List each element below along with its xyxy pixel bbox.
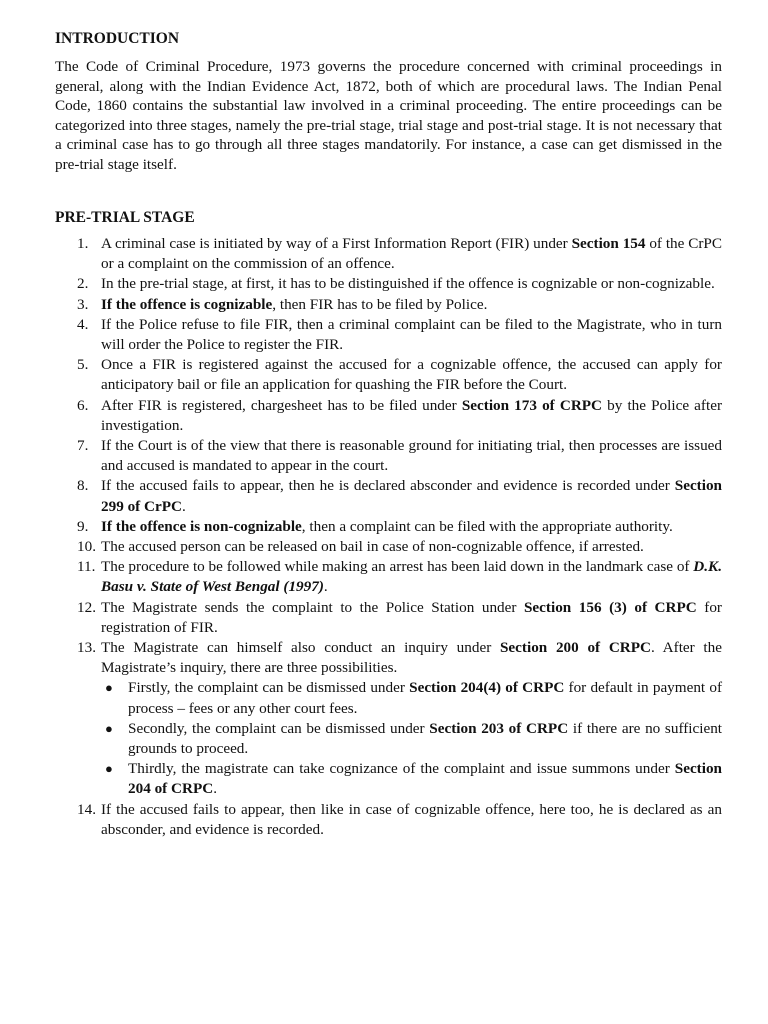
emphasis-text: If the offence is non-cognizable xyxy=(101,517,302,535)
section-reference: Section 156 (3) of CRPC xyxy=(523,598,697,616)
list-item xyxy=(55,295,722,315)
item-text: In the pre-trial stage, at first, it has to be distinguished if the offence is cognizable or non-cognizable. xyxy=(101,275,715,293)
item-text: If the Police refuse to file FIR, then a criminal complaint can be filed to the Magistrate, who in turn will order the Police to register the FIR. xyxy=(101,315,722,354)
item-number: 7. xyxy=(77,437,89,455)
item-text: The Magistrate can himself also conduct an inquiry under xyxy=(101,639,500,657)
section-reference: Section 203 of CRPC xyxy=(429,719,569,737)
item-text: Secondly, the complaint can be dismissed under xyxy=(128,719,430,737)
section-reference: Section 154 xyxy=(571,235,646,252)
item-text-tail: . xyxy=(181,497,186,515)
item-number: 1. xyxy=(77,235,89,252)
list-item xyxy=(55,800,722,840)
item-text: The accused person can be released on bail in case of non-cognizable offence, if arrested. xyxy=(101,538,644,556)
sub-list-item xyxy=(101,759,722,799)
item-number: 2. xyxy=(77,275,89,293)
item-text: The procedure to be followed while making an arrest has been laid down in the landmark case of xyxy=(101,558,694,576)
list-item xyxy=(55,598,722,638)
document-page xyxy=(55,29,722,840)
item-text: Firstly, the complaint can be dismissed under xyxy=(128,679,410,697)
emphasis-text: If the offence is cognizable xyxy=(101,295,273,313)
sub-list-item xyxy=(101,719,722,759)
pretrial-heading: PRE-TRIAL STAGE xyxy=(55,209,195,226)
list-item xyxy=(55,396,722,436)
sub-list xyxy=(101,678,722,799)
list-item xyxy=(55,537,722,557)
item-text: , then FIR has to be filed by Police. xyxy=(272,295,488,313)
item-text-tail: by the Police after investigation. xyxy=(101,396,723,434)
section-reference: Section 204 of CRPC xyxy=(128,760,722,798)
item-text: If the accused fails to appear, then like in case of cognizable offence, here too, he is declared as an absconder, and evidence is recorded. xyxy=(101,800,722,838)
item-text: The Magistrate sends the complaint to the Police Station under xyxy=(101,598,524,616)
section-reference: Section 173 of CRPC xyxy=(461,396,603,414)
item-number: 12. xyxy=(77,598,96,616)
item-text: , then a complaint can be filed with the appropriate authority. xyxy=(301,517,673,535)
item-text-tail: . xyxy=(213,780,218,798)
list-item xyxy=(55,315,722,355)
list-item xyxy=(55,436,722,476)
item-text-tail: if there are no sufficient grounds to proceed. xyxy=(128,719,723,758)
item-number: 13. xyxy=(77,639,96,657)
item-number: 5. xyxy=(77,356,89,374)
item-number: 9. xyxy=(77,517,89,535)
item-text: If the accused fails to appear, then he is declared absconder and evidence is recorded under xyxy=(101,477,675,495)
item-number: 4. xyxy=(77,315,89,333)
item-text-tail: of the CrPC or a complaint on the commission of an offence. xyxy=(101,235,722,273)
list-item xyxy=(55,517,722,537)
list-item xyxy=(55,274,722,294)
item-number: 6. xyxy=(77,396,89,414)
item-text: Once a FIR is registered against the accused for a cognizable offence, the accused can apply for anticipatory bail or file an application for quashing the FIR before the Court. xyxy=(101,356,722,394)
item-number: 3. xyxy=(77,295,89,313)
item-text-tail: for default in payment of process – fees or any other court fees. xyxy=(128,679,723,717)
bullet-icon: ● xyxy=(105,680,113,696)
section-reference: Section 204(4) of CRPC xyxy=(409,679,565,697)
list-item xyxy=(55,234,722,274)
item-text-tail: for registration of FIR. xyxy=(101,598,722,636)
item-text-tail: . xyxy=(323,578,328,596)
list-item xyxy=(55,638,722,800)
item-number: 10. xyxy=(77,538,96,556)
bullet-icon: ● xyxy=(105,720,113,736)
item-number: 14. xyxy=(77,800,96,818)
list-item xyxy=(55,355,722,395)
item-text: After FIR is registered, chargesheet has to be filed under xyxy=(101,396,462,414)
bullet-icon: ● xyxy=(105,761,113,777)
item-text: A criminal case is initiated by way of a First Information Report (FIR) under xyxy=(101,235,572,252)
item-text: Thirdly, the magistrate can take cognizance of the complaint and issue summons under xyxy=(128,760,675,778)
intro-heading: INTRODUCTION xyxy=(55,30,180,47)
list-item xyxy=(55,557,722,597)
sub-list-item xyxy=(101,678,722,718)
item-text: If the Court is of the view that there is reasonable ground for initiating trial, then processes are issued and accused is mandated to appear in the court. xyxy=(101,437,722,475)
pretrial-steps-list xyxy=(55,234,722,840)
case-citation: D.K. Basu v. State of West Bengal (1997) xyxy=(101,558,722,596)
item-text-tail: . After the Magistrate’s inquiry, there are three possibilities. xyxy=(101,639,722,677)
section-reference: Section 299 of CrPC xyxy=(101,477,722,515)
intro-paragraph: The Code of Criminal Procedure, 1973 governs the procedure concerned with criminal proceedings in general, along with the Indian Evidence Act, 1872, both of which are procedural laws. The Indian Penal Code, 1860 contains the substantial law involved in a criminal proceeding. The entire proceedings can be categorized into three stages, namely the pre-trial stage, trial stage and post-trial stage. It is not necessary that a criminal case has to go through all three stages mandatorily. For instance, a case can get dismissed in the pre-trial stage itself. xyxy=(55,58,722,173)
item-number: 8. xyxy=(77,477,89,495)
section-reference: Section 200 of CRPC xyxy=(499,639,651,657)
list-item xyxy=(55,476,722,516)
item-number: 11. xyxy=(77,558,96,576)
